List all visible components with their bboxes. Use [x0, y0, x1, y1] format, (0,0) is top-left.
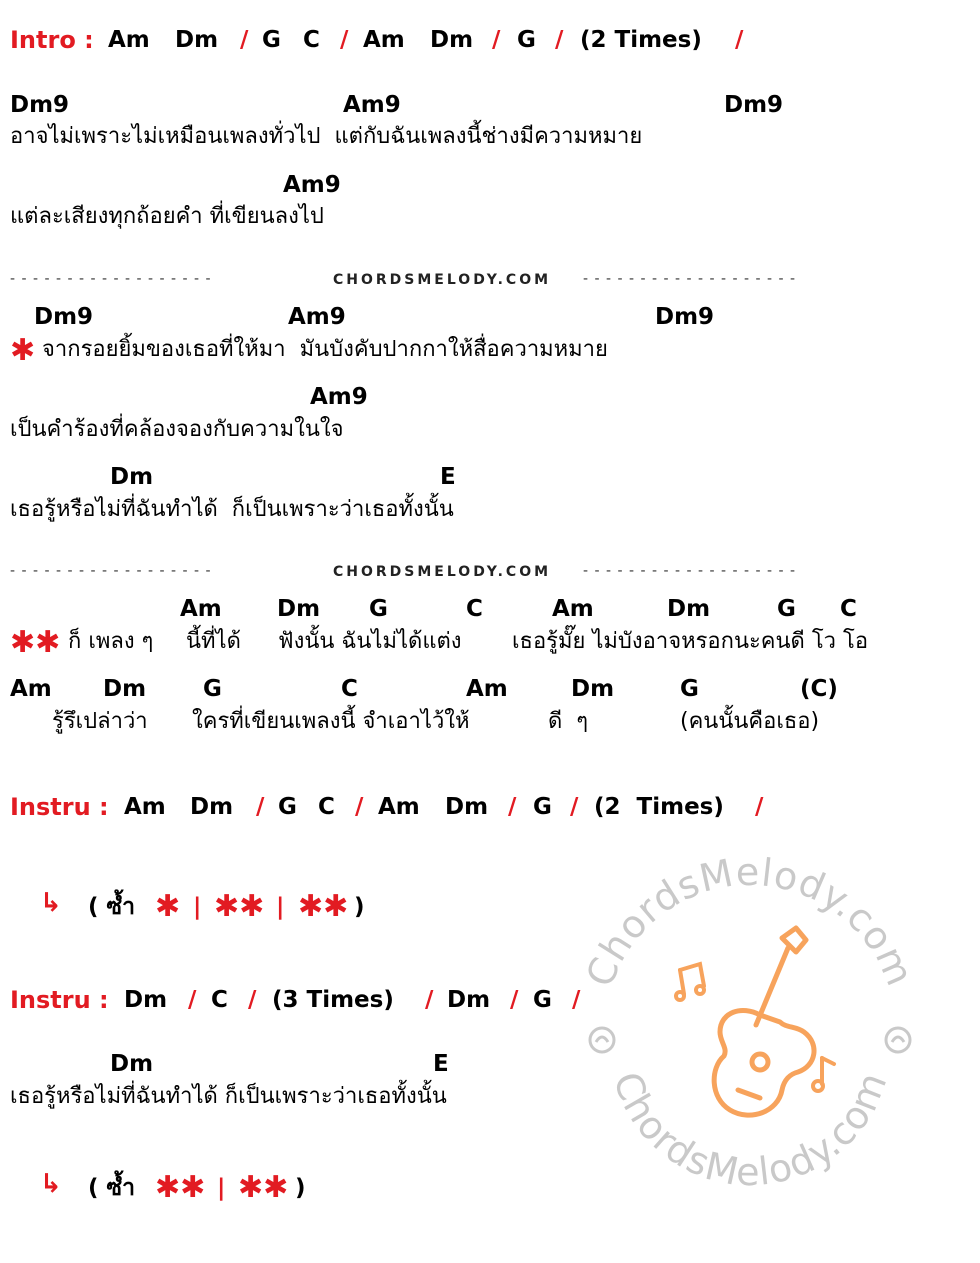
- bar-slash: /: [572, 987, 581, 1013]
- chord: C: [840, 596, 857, 622]
- chord: G: [262, 27, 281, 53]
- bar-slash: /: [570, 794, 579, 820]
- return-arrow-icon: ↳: [40, 888, 62, 918]
- bar-slash: /: [492, 27, 501, 53]
- lyric-part: เธอรู้มั๊ย ไม่บังอาจหรอกนะคนดี โว โอ: [512, 629, 869, 654]
- separator-brand: CHORDSMELODY.COM: [333, 272, 552, 288]
- repeat-count: (3 Times): [272, 987, 394, 1013]
- lyric-part: ใครที่เขียนเพลงนี้ จำเอาไว้ให้: [192, 709, 470, 734]
- chord: Am: [180, 596, 222, 622]
- chord: Am: [108, 27, 150, 53]
- lyric-line: จากรอยยิ้มของเธอที่ให้มา มันบังคับปากกาให้สื่อความหมาย: [42, 337, 608, 362]
- chord: G: [369, 596, 388, 622]
- chord: Dm: [110, 1051, 154, 1077]
- bar-slash: /: [240, 27, 249, 53]
- bar-slash: /: [425, 987, 434, 1013]
- chord: Dm9: [724, 92, 784, 118]
- bar-slash: /: [256, 794, 265, 820]
- repeat-bar: |: [276, 894, 285, 920]
- chord: C: [211, 987, 228, 1013]
- bar-slash: /: [735, 27, 744, 53]
- repeat-close: ): [295, 1175, 306, 1201]
- bar-slash: /: [248, 987, 257, 1013]
- separator-dashes-right: - - - - - - - - - - - - - - - - - - -: [583, 563, 797, 579]
- chord: C: [466, 596, 483, 622]
- chord: Dm9: [655, 304, 715, 330]
- repeat-marker: ✱: [155, 889, 181, 924]
- repeat-count: (2 Times): [594, 794, 724, 820]
- section-marker-double: ✱✱: [10, 625, 61, 660]
- chord: Dm: [124, 987, 168, 1013]
- repeat-count: (2 Times): [580, 27, 702, 53]
- instru-label: Instru :: [10, 986, 109, 1014]
- chord: Dm: [277, 596, 321, 622]
- chord: Dm: [175, 27, 219, 53]
- lyric-line: แต่ละเสียงทุกถ้อยคำ ที่เขียนลงไป: [10, 204, 324, 229]
- bar-slash: /: [510, 987, 519, 1013]
- bar-slash: /: [188, 987, 197, 1013]
- music-note-icon: [676, 964, 704, 1000]
- chord: Dm: [430, 27, 474, 53]
- bar-slash: /: [755, 794, 764, 820]
- lyric-part: (คนนั้นคือเธอ): [680, 709, 820, 734]
- treble-clef-icon: [590, 1028, 910, 1052]
- chord: G: [533, 987, 552, 1013]
- chord: G: [777, 596, 796, 622]
- lyric-line: เธอรู้หรือไม่ที่ฉันทำได้ ก็เป็นเพราะว่าเธอทั้งนั้น: [10, 497, 454, 522]
- repeat-marker: ✱✱: [155, 1170, 206, 1205]
- watermark-text-top: ChordsMelody.com: [577, 849, 923, 993]
- repeat-marker: ✱✱: [214, 889, 265, 924]
- bar-slash: /: [508, 794, 517, 820]
- separator-dashes-right: - - - - - - - - - - - - - - - - - - -: [583, 271, 797, 287]
- chord: Dm: [667, 596, 711, 622]
- repeat-open: ( ซ้ำ: [88, 1175, 136, 1201]
- chord: Am9: [288, 304, 346, 330]
- chord: Am: [378, 794, 420, 820]
- chord: Dm: [571, 676, 615, 702]
- chord: C: [341, 676, 358, 702]
- chord: Dm: [447, 987, 491, 1013]
- lyric-line: อาจไม่เพราะไม่เหมือนเพลงทั่วไป แต่กับฉันเพลงนี้ช่างมีความหมาย: [10, 124, 643, 149]
- chord: Am9: [343, 92, 401, 118]
- chord: Dm: [445, 794, 489, 820]
- chord: Am: [124, 794, 166, 820]
- chord: Dm: [103, 676, 147, 702]
- chord: (C): [800, 676, 838, 702]
- lyric-part: ก็ เพลง ๆ: [68, 629, 154, 654]
- chord: G: [278, 794, 297, 820]
- chord: G: [203, 676, 222, 702]
- lyric-part: นี้ที่ได้: [186, 629, 241, 654]
- chord: E: [440, 464, 456, 490]
- chord: C: [303, 27, 320, 53]
- chord: Dm9: [34, 304, 94, 330]
- repeat-close: ): [354, 894, 365, 920]
- repeat-bar: |: [193, 894, 202, 920]
- separator-dashes-left: - - - - - - - - - - - - - - - - - -: [10, 563, 212, 579]
- chord: Am: [552, 596, 594, 622]
- lyric-line: เป็นคำร้องที่คล้องจองกับความในใจ: [10, 417, 344, 442]
- chordsmelody-watermark-logo: [560, 840, 940, 1220]
- bar-slash: /: [355, 794, 364, 820]
- chord: G: [680, 676, 699, 702]
- repeat-open: ( ซ้ำ: [88, 894, 136, 920]
- chord: Am9: [283, 172, 341, 198]
- intro-label: Intro :: [10, 26, 94, 54]
- chord: Dm: [110, 464, 154, 490]
- lyric-line: เธอรู้หรือไม่ที่ฉันทำได้ ก็เป็นเพราะว่าเธอทั้งนั้น: [10, 1084, 447, 1109]
- chord: C: [318, 794, 335, 820]
- chord: Dm9: [10, 92, 70, 118]
- chord: Am: [466, 676, 508, 702]
- section-marker-single: ✱: [10, 333, 36, 368]
- chord: Am9: [310, 384, 368, 410]
- repeat-marker: ✱✱: [298, 889, 349, 924]
- bar-slash: /: [555, 27, 564, 53]
- repeat-marker: ✱✱: [238, 1170, 289, 1205]
- separator-brand: CHORDSMELODY.COM: [333, 564, 552, 580]
- chord: G: [533, 794, 552, 820]
- separator-dashes-left: - - - - - - - - - - - - - - - - - -: [10, 271, 212, 287]
- return-arrow-icon: ↳: [40, 1169, 62, 1199]
- chord: Am: [363, 27, 405, 53]
- repeat-bar: |: [217, 1175, 226, 1201]
- instru-label: Instru :: [10, 793, 109, 821]
- lyric-part: ดี ๆ: [548, 709, 589, 734]
- lyric-part: ฟังนั้น ฉันไม่ได้แต่ง: [278, 629, 462, 654]
- bar-slash: /: [340, 27, 349, 53]
- guitar-icon: [714, 928, 814, 1115]
- chord: E: [433, 1051, 449, 1077]
- chord: G: [517, 27, 536, 53]
- watermark-text-bottom: ChordsMelody.com: [604, 1065, 896, 1195]
- music-note-icon: [813, 1058, 834, 1091]
- chord: Am: [10, 676, 52, 702]
- lyric-part: รู้รึเปล่าว่า: [52, 709, 148, 734]
- chord: Dm: [190, 794, 234, 820]
